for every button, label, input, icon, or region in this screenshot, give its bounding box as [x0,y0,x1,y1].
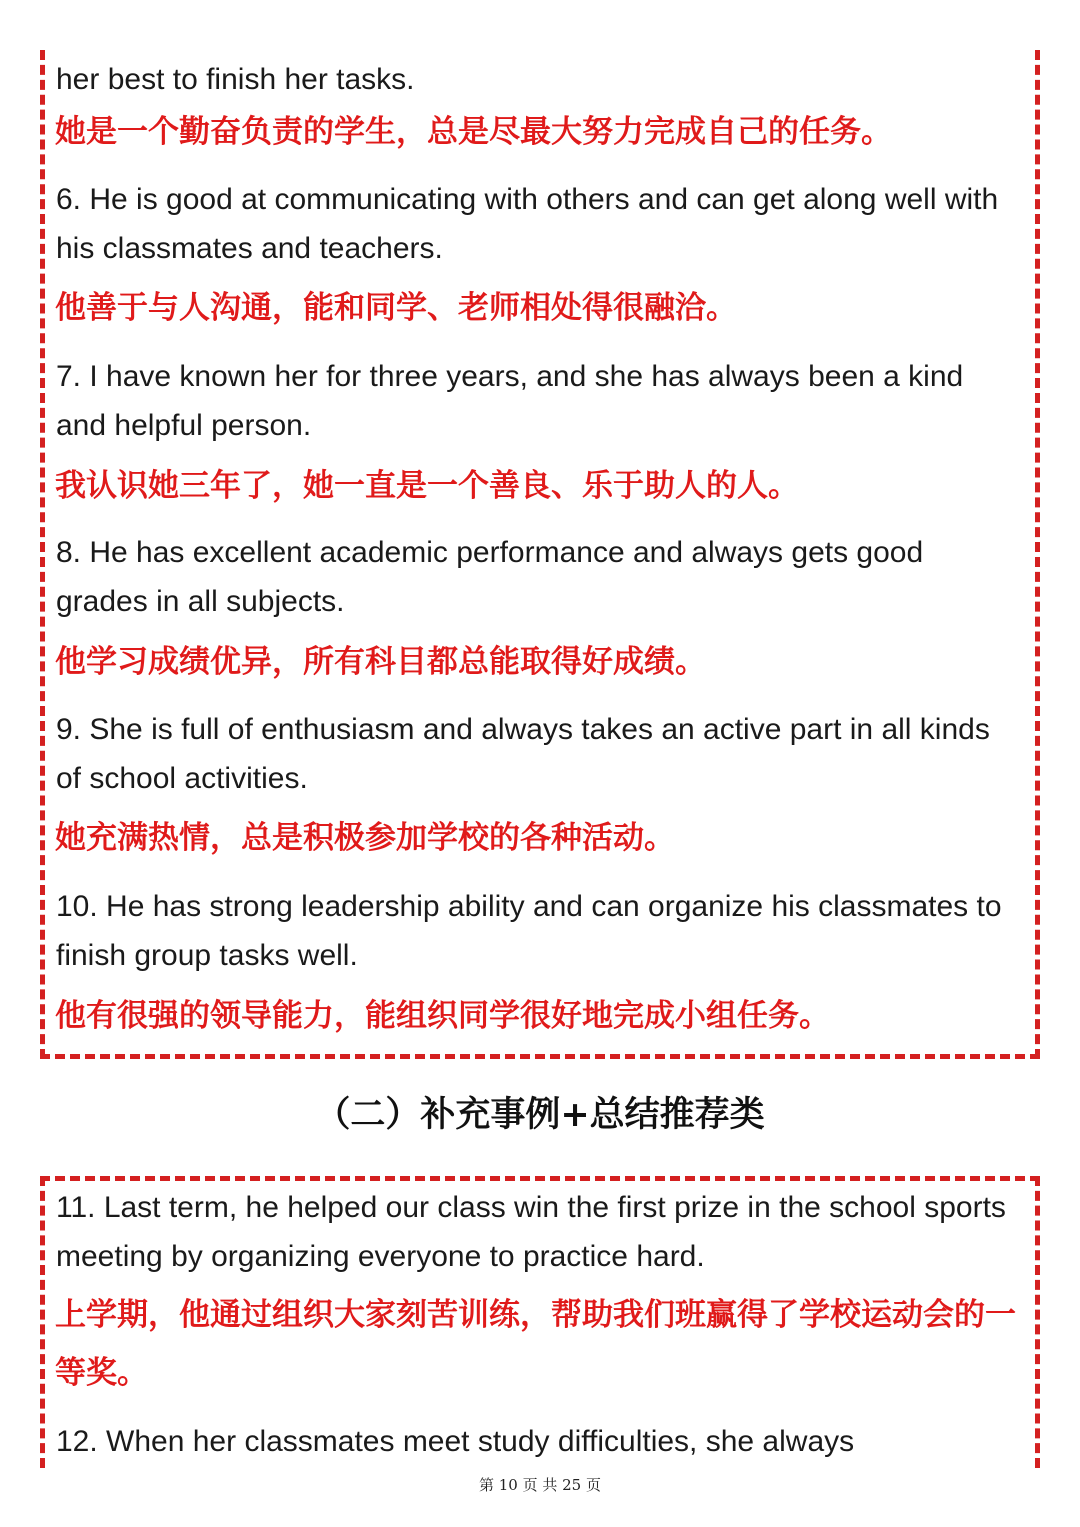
sentence-chinese: 我认识她三年了，她一直是一个善良、乐于助人的人。 [55,468,799,504]
sentence-chinese: 上学期，他通过组织大家刻苦训练，帮助我们班赢得了学校运动会的一等奖。 [55,1297,1016,1391]
sentence-english: 10. He has strong leadership ability and can organize his classmates to finish group tasks well. [56,890,1002,972]
sentence-box-1 [40,50,1040,1059]
sentence-english: her best to finish her tasks. [56,63,415,96]
section-heading: （二）补充事例+总结推荐类 [315,1095,765,1135]
sentence-chinese: 他学习成绩优异，所有科目都总能取得好成绩。 [55,644,706,680]
sentence-chinese: 她充满热情，总是积极参加学校的各种活动。 [55,820,675,856]
page-footer: 第 10 页 共 25 页 [478,1476,601,1494]
sentence-english: 8. He has excellent academic performance and always gets good grades in all subjects. [56,536,924,618]
sentence-english: 6. He is good at communicating with others and can get along well with his classmates and teachers. [56,183,999,265]
sentence-box-2 [40,1176,1040,1468]
sentence-chinese: 他有很强的领导能力，能组织同学很好地完成小组任务。 [55,998,830,1034]
sentence-chinese: 他善于与人沟通，能和同学、老师相处得很融洽。 [55,290,737,326]
sentence-english: 7. I have known her for three years, and she has always been a kind and helpful person. [56,360,964,442]
sentence-english: 12. When her classmates meet study difficulties, she always [56,1425,855,1458]
sentence-english: 11. Last term, he helped our class win the first prize in the school sports meeting by organizing everyone to practice hard. [56,1191,1006,1273]
sentence-english: 9. She is full of enthusiasm and always takes an active part in all kinds of school activities. [56,713,990,795]
sentence-chinese: 她是一个勤奋负责的学生，总是尽最大努力完成自己的任务。 [55,114,892,150]
